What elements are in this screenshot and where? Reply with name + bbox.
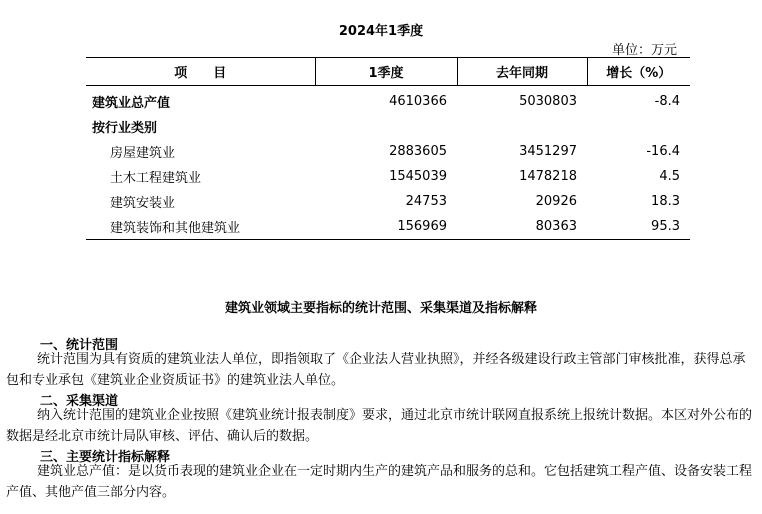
row-q1-value: 156969 [315, 214, 457, 240]
row-label: 按行业类别 [92, 121, 158, 136]
table-title: 2024年1季度 [338, 24, 424, 39]
construction-output-table [86, 57, 690, 240]
section-heading-channel: 二、采集渠道 [40, 394, 119, 409]
row-growth-value: 95.3 [587, 214, 690, 240]
table-row [86, 164, 690, 189]
row-label: 建筑装饰和其他建筑业 [86, 214, 315, 240]
table-header-row [86, 58, 690, 86]
section-text-channel: 纳入统计范围的建筑业企业按照《建筑业统计报表制度》要求，通过北京市统计联网直报系统上报统计数据。本区对外公布的数据是经北京市统计局队审核、评估、确认后的数据。 [6, 408, 753, 444]
explanation-title: 建筑业领域主要指标的统计范围、采集渠道及指标解释 [224, 301, 537, 316]
row-last-year-value: 5030803 [519, 94, 577, 109]
section-text-indicators: 建筑业总产值：是以货币表现的建筑业企业在一定时期内生产的建筑产品和服务的总和。它包括建筑工程产值、设备安装工程产值、其他产值三部分内容。 [6, 464, 753, 500]
table-row [86, 139, 690, 164]
row-label: 建筑安装业 [110, 196, 176, 211]
row-last-year-value [457, 114, 587, 139]
row-q1-value: 24753 [405, 194, 447, 209]
section-heading-scope: 一、统计范围 [40, 338, 119, 353]
header-growth: 增长（%） [587, 58, 690, 86]
row-label: 土木工程建筑业 [110, 171, 202, 186]
table-row [86, 114, 690, 139]
table-row [86, 189, 690, 214]
row-q1-value: 2883605 [389, 144, 447, 159]
table-row [86, 86, 690, 115]
row-last-year-value: 20926 [535, 194, 577, 209]
row-growth-value [587, 114, 690, 139]
row-last-year-value: 3451297 [519, 144, 577, 159]
header-last-year: 去年同期 [457, 58, 587, 86]
row-label: 房屋建筑业 [110, 146, 176, 161]
row-q1-value: 4610366 [389, 94, 447, 109]
row-last-year-value: 80363 [457, 214, 587, 240]
row-last-year-value: 1478218 [519, 169, 577, 184]
section-heading-indicators: 三、主要统计指标解释 [40, 450, 171, 465]
section-text-scope: 统计范围为具有资质的建筑业法人单位，即指领取了《企业法人营业执照》，并经各级建设行政主管部门审核批准，获得总承包和专业承包《建筑业企业资质证书》的建筑业法人单位。 [6, 352, 746, 388]
row-growth-value: -16.4 [646, 144, 680, 159]
unit-label: 单位：万元 [612, 43, 678, 58]
table-row [86, 214, 690, 240]
header-q1: 1季度 [315, 58, 457, 86]
row-growth-value: 18.3 [651, 194, 680, 209]
row-growth-value: 4.5 [659, 169, 680, 184]
row-q1-value [315, 114, 457, 139]
row-label: 建筑业总产值 [92, 96, 171, 111]
row-growth-value: -8.4 [654, 94, 680, 109]
header-item: 项 目 [86, 58, 315, 86]
row-q1-value: 1545039 [389, 169, 447, 184]
